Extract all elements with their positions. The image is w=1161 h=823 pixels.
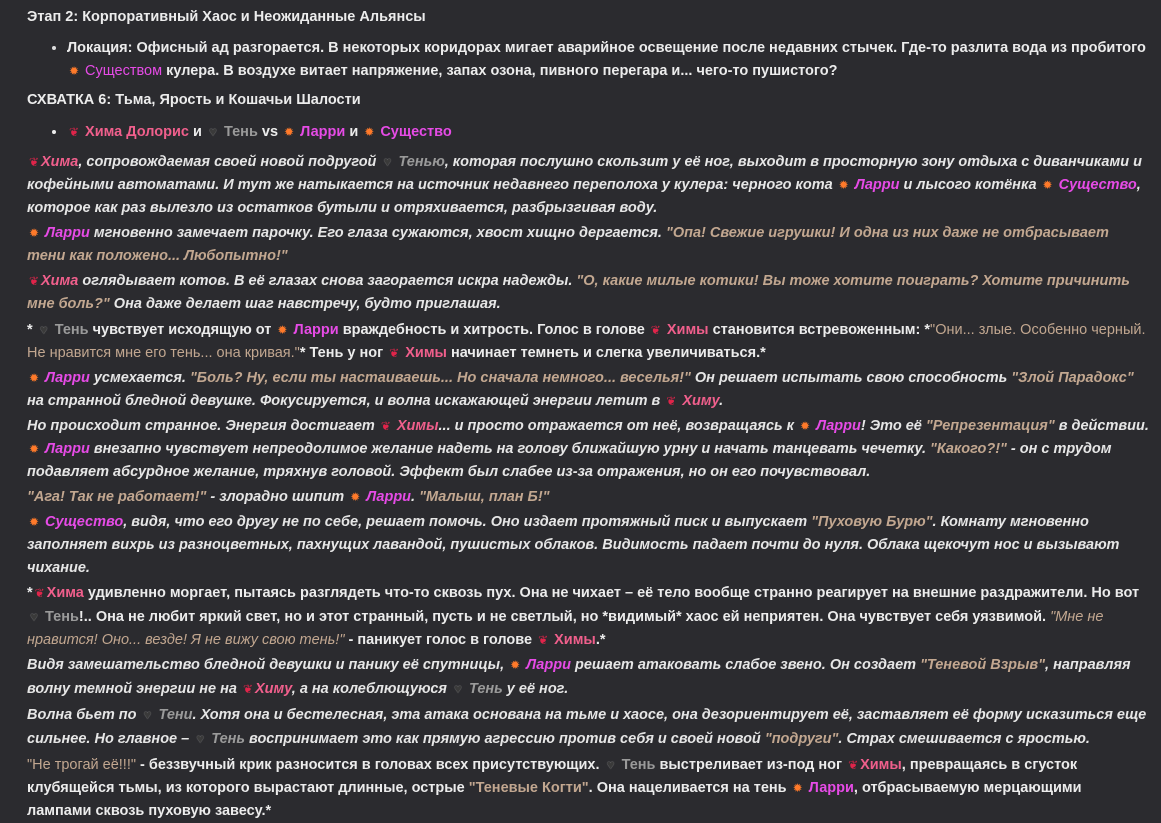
- stage-title: Этап 2: Корпоративный Хаос и Неожиданные Альянсы: [27, 9, 426, 25]
- black-heart-icon: ♥: [209, 124, 217, 139]
- rose-icon: ❦: [389, 346, 400, 360]
- collision-icon: ✹: [1042, 178, 1053, 192]
- story-paragraph: ✹ Ларри усмехается. "Боль? Ну, если ты настаиваешь... Но сначала немного... веселья!" Он решает испытать свою способность "Злой Парадокс" на странной бледной девушке. Фокусируется, и волна искажающей энергии летит в ❦ Химу.: [27, 367, 1149, 413]
- story-paragraph: ❦ Хима, сопровождаемая своей новой подругой ♥ Тенью, которая послушно скользит у её ног, выходит в просторную зону отдыха с диванчиками и кофейными автоматами. И тут же натыкается на источник недавнего переполоха у кулера: черного кота ✹ Ларри и лысого котёнка ✹ Существо, которое как раз вылезло из остатков бутыли и отряхивается, разбрызгивая воду.: [27, 150, 1149, 220]
- fight-title: СХВАТКА 6: Тьма, Ярость и Кошачьи Шалости: [27, 92, 361, 108]
- rose-icon: ❦: [666, 394, 677, 408]
- story-paragraph: * ❦ Хима удивленно моргает, пытаясь разглядеть что-то сквозь пух. Она не чихает – её тело вообще странно реагирует на внешние раздражители. Но вот ♥ Тень!.. Она не любит яркий свет, но и этот странный, пусть и не светлый, но *видимый* хаос ей неприятен. Она чувствует себя уязвимой. "Мне не нравится! Оно... везде! Я не вижу свою тень!" - паникует голос в голове ❦ Химы.*: [27, 582, 1149, 652]
- story-paragraph: Видя замешательство бледной девушки и панику её спутницы, ✹ Ларри решает атаковать слабое звено. Он создает "Теневой Взрыв", направляя волну темной энергии не на ❦ Химу, а на колеблющуюся ♥ Тень у её ног.: [27, 654, 1149, 701]
- quote: "Опа! Свежие игрушки! И одна из них даже не отбрасывает тени как положено... Любопытно!": [27, 225, 1109, 264]
- quote: "О, какие милые котики! Вы тоже хотите поиграть? Хотите причинить мне боль?": [27, 273, 1130, 312]
- story-paragraph: * ♥ Тень чувствует исходящую от ✹ Ларри враждебность и хитрость. Голос в голове ❦ Химы становится встревоженным: *"Они... злые. Особенно черный. Не нравится мне его тень... она кривая."* Тень у ног ❦ Химы начинает темнеть и слегка увеличиваться.*: [27, 318, 1149, 365]
- black-heart-icon: ♥: [143, 707, 152, 722]
- black-heart-icon: ♥: [39, 322, 48, 337]
- collision-icon: ✹: [28, 226, 40, 240]
- fighters-item: • ❦ Хима Долорис и ♥ Тень vs ✹ Ларри и ✹ Существо: [67, 120, 1149, 144]
- collision-icon: ✹: [28, 515, 40, 529]
- quote: "Они... злые. Особенно черный. Не нравится мне его тень... она кривая.": [27, 322, 1146, 361]
- collision-icon: ✹: [350, 490, 361, 504]
- story-paragraph: Волна бьет по ♥ Тени. Хотя она и бестелесная, эта атака основана на тьме и хаосе, она дезориентирует её, заставляет её форму исказиться еще сильнее. Но главное – ♥ Тень воспринимает это как прямую агрессию против себя и своей новой "подруги". Страх смешивается с яростью.: [27, 703, 1149, 751]
- collision-icon: ✹: [28, 442, 40, 456]
- rose-icon: ❦: [380, 419, 391, 433]
- rose-icon: ❦: [34, 586, 45, 600]
- quote: "Малыш, план Б!": [419, 489, 550, 505]
- creature-name: Существо: [380, 124, 452, 140]
- story-paragraph: "Не трогай её!!!" - беззвучный крик разносится в головах всех присутствующих. ♥ Тень выстреливает из-под ног ❦ Химы, превращаясь в сгусток клубящейся тьмы, из которого вырастают длинные, острые "Теневые Когти". Она нацеливается на тень ✹ Ларри, отбрасываемую мерцающими лампами сквозь пуховую завесу.*: [27, 753, 1149, 823]
- collision-icon: ✹: [284, 125, 295, 139]
- creature-name: Существом: [85, 63, 163, 79]
- collision-icon: ✹: [838, 178, 849, 192]
- location-list: [27, 37, 1149, 83]
- quote: "Не трогай её!!!": [27, 757, 137, 773]
- ability-name: "Теневые Когти": [468, 780, 589, 796]
- rose-icon: ❦: [650, 323, 661, 337]
- collision-icon: ✹: [28, 371, 40, 385]
- black-heart-icon: ♥: [383, 154, 392, 169]
- rose-icon: ❦: [848, 758, 859, 772]
- collision-icon: ✹: [364, 125, 375, 139]
- larri-name: Ларри: [300, 124, 346, 140]
- collision-icon: ✹: [68, 64, 80, 78]
- story-paragraph: ❦ Хима оглядывает котов. В её глазах снова загорается искра надежды. "О, какие милые котики! Вы тоже хотите поиграть? Хотите причинить мне боль?" Она даже делает шаг навстречу, будто приглашая.: [27, 270, 1149, 316]
- rose-icon: ❦: [242, 682, 254, 696]
- rose-icon: ❦: [538, 633, 549, 647]
- quote: "Какого?!": [930, 441, 1007, 457]
- location-label: Локация:: [67, 40, 133, 56]
- collision-icon: ✹: [792, 781, 803, 795]
- black-heart-icon: ♥: [606, 757, 615, 772]
- story-paragraph: ✹ Ларри мгновенно замечает парочку. Его глаза сужаются, хвост хищно дергается. "Опа! Свежие игрушки! И одна из них даже не отбрасывает тени как положено... Любопытно!": [27, 222, 1149, 268]
- fighters-list: [27, 120, 1149, 144]
- story-paragraph: Но происходит странное. Энергия достигает ❦ Химы... и просто отражается от неё, возвращаясь к ✹ Ларри! Это её "Репрезентация" в действии. ✹ Ларри внезапно чувствует непреодолимое желание надеть на голову ближайшую урну и начать танцевать чечетку. "Какого?!" - он с трудом подавляет абсурдное желание, тряхнув головой. Эффект был слабее из-за отражения, но он его почувствовал.: [27, 415, 1149, 484]
- hima-name: Хима Долорис: [85, 124, 189, 140]
- ability-name: "Теневой Взрыв": [920, 657, 1046, 673]
- quote: "Боль? Ну, если ты настаиваешь... Но сначала немного... веселья!": [189, 370, 691, 386]
- ability-name: "Злой Парадокс": [1011, 370, 1134, 386]
- story-paragraph: ✹ Существо, видя, что его другу не по себе, решает помочь. Оно издает протяжный писк и выпускает "Пуховую Бурю". Комнату мгновенно заполняет вихрь из разноцветных, пахнущих лавандой, пушистых облаков. Видимость падает почти до нуля. Облака щекочут нос и вызывают чихание.: [27, 511, 1149, 580]
- quote: "Мне не нравится! Оно... везде! Я не вижу свою тень!": [27, 609, 1104, 648]
- rose-icon: ❦: [28, 274, 40, 288]
- ability-name: "Пуховую Бурю": [811, 514, 933, 530]
- location-item: • Локация: Офисный ад разгорается. В некоторых коридорах мигает аварийное освещение после недавних стычек. Где-то разлита вода из пробитого ✹ Существом кулера. В воздухе витает напряжение, запах озона, пивного перегара и... чего-то пушистого?: [67, 37, 1149, 83]
- rose-icon: ❦: [68, 125, 80, 139]
- story-paragraph: "Ага! Так не работает!" - злорадно шипит ✹ Ларри. "Малыш, план Б!": [27, 486, 1149, 509]
- collision-icon: ✹: [800, 419, 811, 433]
- black-heart-icon: ♥: [454, 681, 462, 696]
- collision-icon: ✹: [510, 658, 521, 672]
- ability-name: "Репрезентация": [925, 418, 1055, 434]
- quote: "Ага! Так не работает!": [27, 489, 207, 505]
- black-heart-icon: ♥: [196, 731, 205, 746]
- quote: "подруги": [764, 731, 839, 747]
- black-heart-icon: ♥: [30, 609, 38, 624]
- rose-icon: ❦: [28, 155, 40, 169]
- ten-name: Тень: [223, 124, 258, 140]
- collision-icon: ✹: [277, 323, 288, 337]
